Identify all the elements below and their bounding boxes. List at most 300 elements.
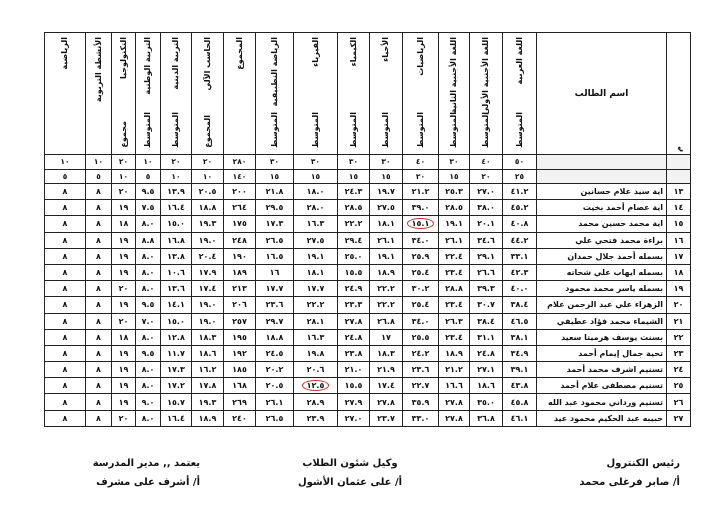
grade-cell: ٢٣.٤ <box>439 297 470 313</box>
grade-cell: ١٩.٠ <box>192 232 224 248</box>
limit-m <box>667 155 691 170</box>
limit-cell: ٢٠ <box>470 169 503 184</box>
limit-cell: ٣٠ <box>294 155 338 170</box>
header-subject-title: التربية الوطنية <box>143 37 152 95</box>
limit-cell: ٣٠ <box>439 155 470 170</box>
grade-cell: ٨ <box>86 232 112 248</box>
grade-cell: ١٩.١ <box>439 216 470 232</box>
grade-cell: ٢٤.٨ <box>338 329 370 345</box>
grade-cell: ٣٩.٣ <box>470 281 503 297</box>
table-row <box>45 394 691 410</box>
grade-cell: ٢٥.٤ <box>403 264 439 280</box>
grade-cell: ٨ <box>86 248 112 264</box>
grade-cell: ٣٨.٤ <box>470 313 503 329</box>
limit-cell: ١٥ <box>338 169 370 184</box>
grade-cell: ٤٠.٠ <box>503 281 537 297</box>
table-row <box>45 329 691 345</box>
grade-cell: ١٧.٧ <box>256 281 294 297</box>
student-number: ٢٣ <box>667 345 691 361</box>
grade-cell: ١٥.٥ <box>338 264 370 280</box>
grade-cell: ١٨.٩ <box>192 410 224 426</box>
grade-cell: ٣٤.٠ <box>403 313 439 329</box>
grade-cell: ١٨٩ <box>224 264 256 280</box>
grade-cell: ١٩.٨ <box>294 345 338 361</box>
grade-cell: ٨ <box>45 378 86 394</box>
grade-cell: ٢٠.٥ <box>192 184 224 200</box>
grade-cell: ١٩ <box>112 264 136 280</box>
grade-cell: ١٩.٣ <box>192 394 224 410</box>
grade-cell: ٢٤.٣ <box>338 184 370 200</box>
grade-cell: ٢٩.١ <box>470 248 503 264</box>
table-row <box>45 410 691 426</box>
grade-cell: ١٧.٣ <box>161 362 192 378</box>
limit-name <box>537 155 667 170</box>
header-subject-sub: المجموع <box>202 115 212 148</box>
grade-cell: ١٩.٣ <box>192 216 224 232</box>
grade-cell: ٨ <box>86 362 112 378</box>
grade-cell: ٢٠.٢ <box>256 362 294 378</box>
student-name: تحية جمال إيمام أحمد <box>537 345 667 361</box>
student-number: ١٩ <box>667 281 691 297</box>
grade-cell: ١٠.٦ <box>161 264 192 280</box>
grade-cell: ٢٥.٥ <box>403 329 439 345</box>
grade-cell: ١٣.٦ <box>161 281 192 297</box>
limit-cell: ٢٠ <box>112 155 136 170</box>
student-name: بسمله أحمد جلال حمدان <box>537 248 667 264</box>
grade-cell: ٢٩.٧ <box>256 313 294 329</box>
header-subject-sub: المتوسط <box>514 112 524 148</box>
max-score-row <box>45 155 691 170</box>
grade-cell: ١٦.٦ <box>439 378 470 394</box>
grade-cell: ٢٦.١ <box>439 232 470 248</box>
student-name: براءة محمد فتحي علي <box>537 232 667 248</box>
grade-cell: ٣٩.١ <box>503 362 537 378</box>
grade-cell: ٢٠ <box>112 313 136 329</box>
table-row <box>45 184 691 200</box>
grade-cell: ١٦ <box>256 264 294 280</box>
header-name-label: اسم الطالب <box>574 88 629 99</box>
header-subject-sub: المتوسط <box>269 112 279 148</box>
grade-cell: ٧.٠ <box>136 313 161 329</box>
table-row <box>45 232 691 248</box>
grade-cell: ٢٧.٥ <box>370 200 403 216</box>
grade-cell: ٨.٠ <box>136 410 161 426</box>
grade-cell: ٨ <box>86 264 112 280</box>
grade-cell: ٨ <box>86 216 112 232</box>
grade-cell: ٢٤.٥ <box>256 345 294 361</box>
header-m <box>667 33 691 155</box>
header-subject <box>403 33 439 155</box>
header-subject <box>338 33 370 155</box>
header-subject-title: الأنشطة التربوية <box>93 37 103 103</box>
grade-cell: ٩.٠ <box>136 394 161 410</box>
grade-cell: ٢٧.٨ <box>338 313 370 329</box>
grade-cell: ٨ <box>45 297 86 313</box>
header-subject-title: اللغة العربية <box>514 37 524 85</box>
limit-cell: ١٠ <box>192 169 224 184</box>
header-subject-sub: المتوسط <box>171 112 180 148</box>
grade-cell: ٨ <box>45 362 86 378</box>
grade-cell: ٤٦.١ <box>503 410 537 426</box>
limit-cell: ١٠ <box>112 169 136 184</box>
grade-cell: ١٨٥ <box>224 362 256 378</box>
grade-cell: ٢٥.٣ <box>439 184 470 200</box>
grade-cell: ٢٨.٠ <box>294 200 338 216</box>
header-subject <box>256 33 294 155</box>
header-subject <box>439 33 470 155</box>
grade-cell: ١٨.٦ <box>192 345 224 361</box>
grade-cell: ٨ <box>86 200 112 216</box>
grade-cell: ٢٥.٠ <box>338 248 370 264</box>
grade-cell: ١٥.٠ <box>161 313 192 329</box>
limit-cell: ١٥ <box>370 169 403 184</box>
grade-cell: ١٣.٨ <box>161 248 192 264</box>
grade-cell: ١٩ <box>112 394 136 410</box>
grade-cell: ٢١.٠ <box>338 362 370 378</box>
header-subject-sub: مجموع <box>118 121 128 148</box>
grade-cell: ٨ <box>45 410 86 426</box>
grade-cell: ٢٨.٥ <box>338 200 370 216</box>
grade-cell: ١٨.٦ <box>470 378 503 394</box>
student-name: حبيبه عبد الحكيم محمود عيد <box>537 410 667 426</box>
grade-cell: ١٢.٨ <box>161 329 192 345</box>
grade-cell: ١٧.٩ <box>192 264 224 280</box>
grade-cell: ١١.٧ <box>161 345 192 361</box>
grade-cell: ٨.٠ <box>136 362 161 378</box>
limit-cell: ٢٨٠ <box>224 155 256 170</box>
grade-cell: ٢٢.٢ <box>370 297 403 313</box>
limit-name <box>537 169 667 184</box>
grade-cell: ٢٦.٥ <box>256 232 294 248</box>
grade-cell: ٢٦.٣ <box>439 313 470 329</box>
grade-cell: ١٨.٨ <box>256 329 294 345</box>
limit-cell: ٥٠ <box>503 155 537 170</box>
limit-cell: ٥ <box>45 169 86 184</box>
header-subject-sub: المتوسط <box>310 112 320 148</box>
header-subject-sub: المتوسط <box>381 112 390 148</box>
limit-cell: ٥ <box>86 169 112 184</box>
grade-cell: ٤١.٢ <box>503 184 537 200</box>
grade-cell: ١٩.٠ <box>192 297 224 313</box>
grade-cell: ١٩ <box>112 297 136 313</box>
principal-signature: يعتمد ,, مدير المدرسة أ/ أشرف على مشرف <box>92 458 200 488</box>
header-subject <box>192 33 224 155</box>
grade-cell: ٣٣.١ <box>503 248 537 264</box>
grade-cell: ١٨.٨ <box>192 200 224 216</box>
grade-cell: ١٦.٢ <box>192 362 224 378</box>
grade-cell: ٤٥.٢ <box>503 200 537 216</box>
header-subject-title: الفيزياء <box>310 37 320 67</box>
grade-cell: ٢٠٠ <box>224 184 256 200</box>
grade-cell: ٢٦٤ <box>224 200 256 216</box>
table-row <box>45 216 691 232</box>
grade-cell: ٢٤.٩ <box>338 281 370 297</box>
grade-cell: ٨ <box>86 184 112 200</box>
grade-cell: ٢٣.٧ <box>370 410 403 426</box>
grade-cell: ٢٤.٨ <box>470 345 503 361</box>
grade-cell: ١٨.٩ <box>370 264 403 280</box>
grade-cell: ٢٣.٤ <box>439 329 470 345</box>
grade-cell: ٣٠.٢ <box>403 281 439 297</box>
grade-cell: ١٨.٠ <box>294 184 338 200</box>
circled-grade: ١٥.١ <box>407 218 435 229</box>
grade-cell: ٢٧.٨ <box>370 394 403 410</box>
table-row <box>45 345 691 361</box>
student-number: ١٥ <box>667 216 691 232</box>
min-score-row <box>45 169 691 184</box>
grade-cell: ١٣.٩ <box>161 184 192 200</box>
grade-cell: ٢٧.٠ <box>470 184 503 200</box>
grade-cell: ١٩.١ <box>370 248 403 264</box>
student-name: اية سيد علام حسانين <box>537 184 667 200</box>
grade-cell: ٢٦٩ <box>224 394 256 410</box>
header-subject-title: الأحياء <box>381 37 390 62</box>
grade-cell: ٣٠.٧ <box>470 297 503 313</box>
grade-cell: ٢٧.١ <box>470 362 503 378</box>
grade-cell: ١٩ <box>112 248 136 264</box>
grade-cell: ١٧.٨ <box>192 378 224 394</box>
header-subject <box>136 33 161 155</box>
grade-cell: ١٨ <box>112 216 136 232</box>
grade-cell: ٨ <box>45 345 86 361</box>
grade-cell: ١٩.٧ <box>370 184 403 200</box>
student-name: اية عصام أحمد بخيت <box>537 200 667 216</box>
grade-cell: ٨ <box>86 394 112 410</box>
grade-cell: ١٦.٣ <box>294 329 338 345</box>
grade-cell: ١٦.٣ <box>294 216 338 232</box>
grade-cell: ٨ <box>86 281 112 297</box>
grade-cell: ١٩٥ <box>224 329 256 345</box>
grade-cell: ٢١.٩ <box>370 362 403 378</box>
student-name: تسنيم اشرف محمد أحمد <box>537 362 667 378</box>
limit-cell: ٥ <box>136 169 161 184</box>
grade-cell: ٢١.٢ <box>439 362 470 378</box>
header-m-label: م <box>673 146 683 152</box>
grade-cell: ٢٢.٢ <box>370 281 403 297</box>
grade-cell: ٢٥.٩ <box>403 248 439 264</box>
grade-cell: ٣٥.٠ <box>470 394 503 410</box>
grade-cell: ٤٦.٥ <box>503 313 537 329</box>
grade-cell: ٣٨.٠ <box>470 200 503 216</box>
student-name: بسمله ايهاب علي شحاته <box>537 264 667 280</box>
grade-cell: ٣٥.٩ <box>403 394 439 410</box>
limit-cell: ١٠ <box>45 155 86 170</box>
header-subject-title: المجموع <box>234 37 244 70</box>
grade-cell: ١٥.٧ <box>161 394 192 410</box>
table-row <box>45 281 691 297</box>
grade-cell: ٢٠.٥ <box>256 378 294 394</box>
header-subject <box>470 33 503 155</box>
grade-cell: ٢٨.٥ <box>439 200 470 216</box>
header-subject-title: اللغة الأجنبية الثانية <box>449 37 458 114</box>
header-subject-title: اللغة الأجنبية الأولى <box>481 37 490 115</box>
limit-m <box>667 169 691 184</box>
limit-cell: ١٠ <box>86 155 112 170</box>
limit-cell: ٣٠ <box>256 155 294 170</box>
grade-cell: ٨ <box>45 394 86 410</box>
limit-cell: ٣٠ <box>338 155 370 170</box>
student-name: بسمله ياسر محمد محمود <box>537 281 667 297</box>
grade-cell: ١٨.٩ <box>439 345 470 361</box>
header-subject <box>370 33 403 155</box>
header-subject <box>224 33 256 155</box>
grade-cell: ٢١٣ <box>224 281 256 297</box>
grade-cell: ١٦.٤ <box>161 410 192 426</box>
grade-cell: ٨ <box>45 216 86 232</box>
grade-cell: ٢٨.٩ <box>294 394 338 410</box>
student-number: ١٦ <box>667 232 691 248</box>
grade-cell: ٧.٥ <box>136 200 161 216</box>
grades-table <box>44 32 691 427</box>
grade-cell <box>403 216 439 232</box>
grade-cell: ٢٦.٦ <box>470 264 503 280</box>
header-subject <box>294 33 338 155</box>
grade-cell: ١٨.٣ <box>192 329 224 345</box>
limit-cell: ٢٥ <box>503 169 537 184</box>
grade-cell: ٨ <box>45 200 86 216</box>
grade-cell: ٣٨.١ <box>503 329 537 345</box>
grade-cell: ٨.٠ <box>136 264 161 280</box>
grade-cell: ٢٢.٤ <box>439 248 470 264</box>
grade-cell: ٢٠ <box>112 184 136 200</box>
grade-cell: ٨ <box>86 313 112 329</box>
header-subject-title: التكنولوجيا <box>118 37 128 79</box>
grade-cell: ٨.٠ <box>136 248 161 264</box>
grade-cell <box>294 378 338 394</box>
grade-cell: ١٩ <box>112 200 136 216</box>
grade-cell: ٨ <box>45 248 86 264</box>
signatures-footer <box>0 448 720 509</box>
student-number: ١٣ <box>667 184 691 200</box>
grade-cell: ٩.٥ <box>136 345 161 361</box>
grade-cell: ١٥.٥ <box>338 378 370 394</box>
grade-cell: ١٩ <box>112 362 136 378</box>
grade-cell: ٣٩.٠ <box>403 200 439 216</box>
student-number: ٢٥ <box>667 378 691 394</box>
table-row <box>45 297 691 313</box>
grade-cell: ٢٠.٦ <box>294 362 338 378</box>
grade-cell: ١٦٨ <box>224 378 256 394</box>
grade-cell: ٢٢.٧ <box>403 378 439 394</box>
grade-cell: ٤٢.٣ <box>503 264 537 280</box>
limit-cell: ١٠ <box>161 169 192 184</box>
grade-cell: ٢٠.١ <box>470 216 503 232</box>
grade-cell: ٢٦.١ <box>256 394 294 410</box>
table-row <box>45 264 691 280</box>
grade-cell: ٢٧.٨ <box>439 394 470 410</box>
grade-cell: ٨.٠ <box>136 378 161 394</box>
student-name: تسنيم ورداني محمود عبد الله <box>537 394 667 410</box>
grade-cell: ١٧ <box>370 329 403 345</box>
table-row <box>45 362 691 378</box>
circled-grade: ١٢.٥ <box>302 380 330 391</box>
grade-cell: ٢٣.٣ <box>338 297 370 313</box>
grade-cell: ٨.٠ <box>136 329 161 345</box>
header-name <box>537 33 667 155</box>
grade-cell: ٨ <box>45 329 86 345</box>
control-head-signature: رئيس الكنترول أ/ صابر فرغلى محمد <box>579 458 680 488</box>
grade-cell: ٩.٥ <box>136 297 161 313</box>
grade-cell: ١٩٠ <box>224 248 256 264</box>
grade-cell: ٢٣.٨ <box>338 345 370 361</box>
grade-cell: ١٧.٢ <box>161 378 192 394</box>
grade-cell: ١٧.٤ <box>192 281 224 297</box>
header-subject <box>112 33 136 155</box>
grade-cell: ٣٣.٠ <box>403 410 439 426</box>
limit-cell: ٢٠ <box>161 155 192 170</box>
grade-cell: ٩.٥ <box>136 184 161 200</box>
limit-cell: ١٤٠ <box>224 169 256 184</box>
grade-cell: ٨ <box>45 184 86 200</box>
grade-cell: ٢٣.٤ <box>439 264 470 280</box>
student-number: ١٨ <box>667 264 691 280</box>
header-subject-sub: المتوسط <box>481 112 490 148</box>
student-name: الشيماء محمد فؤاد عطيفي <box>537 313 667 329</box>
grade-cell: ١٨ <box>112 329 136 345</box>
header-subject-sub: المتوسط <box>143 112 152 148</box>
grade-cell: ٢١.٨ <box>256 184 294 200</box>
grade-cell: ٢٧.٨ <box>439 410 470 426</box>
header-subject <box>86 33 112 155</box>
header-subject-title: الرياضيات <box>415 37 425 76</box>
grade-cell: ١٧٥ <box>224 216 256 232</box>
grade-cell: ٢٣.٦ <box>256 297 294 313</box>
grade-cell: ٨.٠ <box>136 281 161 297</box>
grade-cell: ٨.٠ <box>136 216 161 232</box>
student-number: ١٤ <box>667 200 691 216</box>
header-subject-sub: المتوسط <box>415 112 425 148</box>
table-row <box>45 378 691 394</box>
grade-cell: ١٩.٠ <box>192 313 224 329</box>
grade-cell: ١٨.٣ <box>370 345 403 361</box>
grade-cell: ١٥.٠ <box>161 216 192 232</box>
student-name: اية محمد حسين محمد <box>537 216 667 232</box>
grade-cell: ١٦.٥ <box>256 248 294 264</box>
grade-cell: ٢٢.٢ <box>294 297 338 313</box>
student-number: ٢٠ <box>667 297 691 313</box>
student-number: ٢١ <box>667 313 691 329</box>
grade-cell: ١٩ <box>112 378 136 394</box>
limit-cell: ٤٠ <box>470 155 503 170</box>
grade-cell: ٢٨.٨ <box>439 281 470 297</box>
grade-cell: ٣١.١ <box>470 329 503 345</box>
grade-cell: ١٨.١ <box>294 264 338 280</box>
header-subject-sub: المتوسط <box>449 112 458 148</box>
grade-cell: ١٦.٤ <box>161 200 192 216</box>
grade-cell: ٢٦.٨ <box>370 313 403 329</box>
table-row <box>45 200 691 216</box>
header-subject-title: الكيمياء <box>348 37 358 67</box>
grade-cell: ١٧.٣ <box>256 216 294 232</box>
grade-cell: ٨ <box>86 329 112 345</box>
header-row <box>45 33 691 155</box>
grade-cell: ٢٤.٢ <box>403 345 439 361</box>
student-number: ٢٦ <box>667 394 691 410</box>
grade-cell: ٨ <box>45 313 86 329</box>
grade-cell: ٨ <box>45 264 86 280</box>
header-subject <box>161 33 192 155</box>
grade-cell: ٨ <box>86 378 112 394</box>
grade-cell: ٨ <box>86 345 112 361</box>
grade-cell: ١٩ <box>112 232 136 248</box>
grade-cell: ١٦.٨ <box>161 232 192 248</box>
grade-cell: ٢٣.٦ <box>403 362 439 378</box>
grade-cell: ٢٧.٥ <box>294 232 338 248</box>
grade-cell: ١٧.٧ <box>294 281 338 297</box>
header-subject-title: الرياضة التطبيقية <box>269 37 279 107</box>
header-subject-sub: المتوسط <box>348 112 358 148</box>
grade-cell: ٢٣.٩ <box>294 410 338 426</box>
